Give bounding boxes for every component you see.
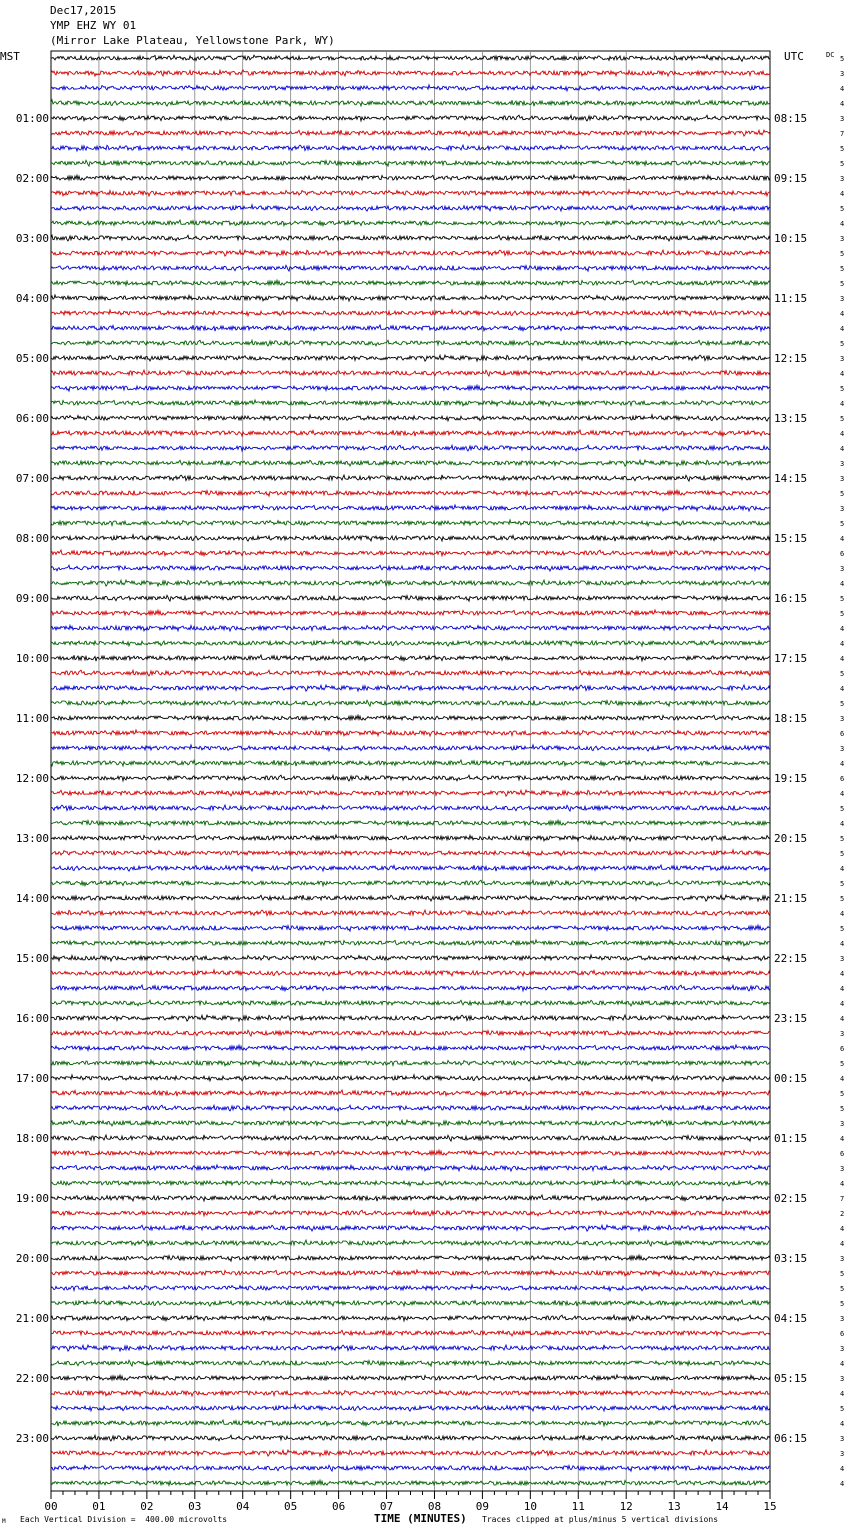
trace-60 (51, 940, 770, 946)
left-hour-label: 01:00 (15, 112, 49, 125)
right-hour-label: 04:15 (774, 1312, 808, 1325)
x-tick-label: 01 (92, 1500, 106, 1513)
right-hour-label: 17:15 (774, 652, 808, 665)
trace-27 (51, 445, 770, 451)
right-hour-label: 08:15 (774, 112, 808, 125)
trace-61 (51, 955, 770, 961)
dc-offset-value: 5 (840, 1060, 845, 1068)
dc-offset-value: 6 (840, 1330, 845, 1338)
dc-offset-value: 5 (840, 850, 845, 858)
dc-offset-value: 3 (840, 115, 845, 123)
dc-offset-value: 6 (840, 775, 845, 783)
dc-offset-value: 4 (840, 1480, 845, 1488)
dc-offset-value: 3 (840, 460, 845, 468)
left-hour-label: 19:00 (15, 1192, 49, 1205)
right-hour-label: 02:15 (774, 1192, 808, 1205)
trace-76 (51, 1180, 770, 1186)
trace-90 (51, 1390, 770, 1396)
dc-offset-value: 6 (840, 550, 845, 558)
trace-87 (51, 1345, 770, 1351)
dc-offset-value: 6 (840, 730, 845, 738)
trace-52 (51, 820, 770, 826)
trace-95 (51, 1465, 770, 1471)
scale-note: Each Vertical Division = 400.00 microvolts (20, 1515, 228, 1524)
trace-9 (51, 175, 770, 180)
x-tick-label: 00 (44, 1500, 58, 1513)
dc-offset-value: 4 (840, 400, 845, 408)
trace-48 (51, 760, 770, 766)
trace-80 (51, 1240, 770, 1246)
dc-offset-value: 3 (840, 505, 845, 513)
trace-73 (51, 1135, 770, 1141)
trace-45 (51, 715, 770, 720)
trace-82 (51, 1270, 770, 1276)
left-hour-label: 11:00 (15, 712, 49, 725)
dc-offset-value: 4 (840, 1225, 845, 1233)
dc-offset-value: 4 (840, 970, 845, 978)
dc-offset-value: 4 (840, 370, 845, 378)
trace-22 (51, 370, 770, 376)
dc-offset-value: 5 (840, 880, 845, 888)
left-hour-label: 15:00 (15, 952, 49, 965)
trace-38 (51, 610, 770, 615)
trace-30 (51, 490, 770, 496)
right-hour-label: 05:15 (774, 1372, 808, 1385)
trace-53 (51, 835, 770, 841)
dc-offset-value: 4 (840, 655, 845, 663)
dc-offset-value: 5 (840, 205, 845, 213)
trace-58 (51, 910, 770, 916)
dc-offset-value: 3 (840, 1030, 845, 1038)
left-hour-label: 21:00 (15, 1312, 49, 1325)
dc-offset-value: 4 (840, 325, 845, 333)
dc-offset-value: 4 (840, 685, 845, 693)
trace-19 (51, 325, 770, 331)
trace-2 (51, 70, 770, 76)
dc-offset-value: 5 (840, 415, 845, 423)
dc-offset-value: 4 (840, 760, 845, 768)
left-hour-label: 22:00 (15, 1372, 49, 1385)
right-timezone-label: UTC (784, 50, 804, 63)
x-tick-label: 02 (140, 1500, 154, 1513)
dc-offset-value: 5 (840, 520, 845, 528)
trace-23 (51, 385, 770, 391)
x-tick-label: 15 (763, 1500, 777, 1513)
left-hour-label: 05:00 (15, 352, 49, 365)
left-hour-label: 12:00 (15, 772, 49, 785)
dc-offset-value: 4 (840, 535, 845, 543)
dc-offset-value: 4 (840, 85, 845, 93)
dc-offset-value: 5 (840, 1270, 845, 1278)
trace-59 (51, 925, 770, 931)
dc-offset-value: 4 (840, 865, 845, 873)
dc-offset-value: 4 (840, 1135, 845, 1143)
trace-35 (51, 565, 770, 571)
trace-33 (51, 535, 770, 541)
dc-offset-value: 4 (840, 910, 845, 918)
dc-offset-value: 3 (840, 715, 845, 723)
dc-offset-value: 4 (840, 1360, 845, 1368)
dc-offset-value: 4 (840, 310, 845, 318)
dc-offset-value: 4 (840, 100, 845, 108)
dc-offset-value: 5 (840, 145, 845, 153)
trace-84 (51, 1300, 770, 1306)
trace-4 (51, 100, 770, 106)
trace-8 (51, 160, 770, 166)
dc-offset-value: 4 (840, 1465, 845, 1473)
dc-offset-value: 3 (840, 1450, 845, 1458)
dc-offset-value: 4 (840, 790, 845, 798)
dc-offset-value: 6 (840, 1045, 845, 1053)
trace-92 (51, 1420, 770, 1426)
left-hour-label: 03:00 (15, 232, 49, 245)
dc-offset-value: 4 (840, 940, 845, 948)
x-tick-label: 04 (236, 1500, 250, 1513)
dc-offset-value: 3 (840, 475, 845, 483)
dc-offset-value: 3 (840, 355, 845, 363)
dc-offset-value: 4 (840, 445, 845, 453)
left-hour-label: 08:00 (15, 532, 49, 545)
dc-offset-value: 4 (840, 640, 845, 648)
trace-74 (51, 1150, 770, 1155)
trace-77 (51, 1195, 770, 1201)
left-hour-label: 16:00 (15, 1012, 49, 1025)
left-hour-label: 20:00 (15, 1252, 49, 1265)
dc-offset-value: 3 (840, 955, 845, 963)
dc-offset-value: 5 (840, 670, 845, 678)
dc-offset-value: 3 (840, 1435, 845, 1443)
right-hour-label: 15:15 (774, 532, 808, 545)
left-hour-label: 04:00 (15, 292, 49, 305)
dc-offset-value: 4 (840, 625, 845, 633)
right-hour-label: 14:15 (774, 472, 808, 485)
trace-13 (51, 235, 770, 241)
trace-88 (51, 1360, 770, 1366)
right-hour-label: 23:15 (774, 1012, 808, 1025)
trace-34 (51, 550, 770, 556)
x-tick-label: 03 (188, 1500, 202, 1513)
trace-72 (51, 1120, 770, 1126)
right-hour-label: 13:15 (774, 412, 808, 425)
left-hour-label: 17:00 (15, 1072, 49, 1085)
trace-56 (51, 880, 770, 886)
left-hour-label: 07:00 (15, 472, 49, 485)
dc-offset-value: 4 (840, 1015, 845, 1023)
trace-75 (51, 1165, 770, 1171)
header-location: (Mirror Lake Plateau, Yellowstone Park, WY) (50, 34, 335, 47)
trace-10 (51, 190, 770, 196)
trace-25 (51, 415, 770, 421)
dc-offset-value: 5 (840, 160, 845, 168)
trace-1 (51, 55, 770, 61)
corner-mark: M (2, 1518, 6, 1525)
dc-offset-value: 5 (840, 490, 845, 498)
trace-78 (51, 1210, 770, 1216)
left-hour-label: 13:00 (15, 832, 49, 845)
dc-offset-value: 4 (840, 1075, 845, 1083)
trace-16 (51, 280, 770, 285)
trace-40 (51, 640, 770, 646)
trace-86 (51, 1330, 770, 1336)
x-tick-label: 14 (715, 1500, 729, 1513)
trace-50 (51, 790, 770, 796)
trace-12 (51, 220, 770, 226)
trace-55 (51, 865, 770, 871)
dc-offset-value: 5 (840, 1090, 845, 1098)
trace-11 (51, 205, 770, 211)
x-tick-label: 08 (427, 1500, 442, 1513)
right-hour-label: 22:15 (774, 952, 808, 965)
trace-66 (51, 1030, 770, 1036)
dc-offset-value: 3 (840, 1315, 845, 1323)
dc-offset-value: 3 (840, 175, 845, 183)
dc-offset-value: 3 (840, 1120, 845, 1128)
dc-offset-value: 3 (840, 295, 845, 303)
dc-offset-value: 3 (840, 1375, 845, 1383)
dc-offset-value: 7 (840, 130, 845, 138)
dc-offset-value: 5 (840, 385, 845, 393)
left-hour-label: 18:00 (15, 1132, 49, 1145)
trace-26 (51, 430, 770, 436)
x-tick-label: 12 (619, 1500, 633, 1513)
trace-24 (51, 400, 770, 406)
trace-36 (51, 580, 770, 586)
trace-51 (51, 805, 770, 811)
trace-64 (51, 1000, 770, 1006)
left-hour-label: 10:00 (15, 652, 49, 665)
trace-46 (51, 730, 770, 736)
dc-offset-value: 4 (840, 580, 845, 588)
dc-offset-value: 5 (840, 610, 845, 618)
dc-offset-value: 4 (840, 1000, 845, 1008)
dc-offset-value: 5 (840, 250, 845, 258)
trace-32 (51, 520, 770, 526)
trace-81 (51, 1255, 770, 1261)
trace-65 (51, 1015, 770, 1021)
trace-14 (51, 250, 770, 256)
dc-offset-value: 5 (840, 925, 845, 933)
trace-41 (51, 655, 770, 661)
left-hour-label: 14:00 (15, 892, 49, 905)
trace-57 (51, 895, 770, 901)
trace-6 (51, 130, 770, 136)
x-tick-label: 09 (475, 1500, 490, 1513)
right-hour-label: 12:15 (774, 352, 808, 365)
dc-offset-value: 5 (840, 340, 845, 348)
trace-91 (51, 1405, 770, 1411)
dc-offset-value: 3 (840, 1165, 845, 1173)
dc-offset-value: 4 (840, 1390, 845, 1398)
dc-offset-value: 4 (840, 1180, 845, 1188)
trace-28 (51, 460, 770, 466)
trace-5 (51, 115, 770, 121)
trace-47 (51, 745, 770, 751)
dc-offset-value: 5 (840, 280, 845, 288)
clip-note: Traces clipped at plus/minus 5 vertical divisions (482, 1515, 719, 1524)
trace-43 (51, 685, 770, 691)
trace-18 (51, 310, 770, 316)
trace-94 (51, 1450, 770, 1456)
right-hour-label: 16:15 (774, 592, 808, 605)
dc-offset-value: 5 (840, 895, 845, 903)
dc-offset-value: 5 (840, 805, 845, 813)
x-tick-label: 11 (571, 1500, 585, 1513)
dc-offset-value: 4 (840, 985, 845, 993)
right-hour-label: 11:15 (774, 292, 808, 305)
right-hour-label: 20:15 (774, 832, 808, 845)
trace-29 (51, 475, 770, 481)
right-hour-label: 06:15 (774, 1432, 808, 1445)
trace-39 (51, 625, 770, 631)
dc-offset-value: 5 (840, 1285, 845, 1293)
dc-offset-value: 4 (840, 190, 845, 198)
trace-68 (51, 1060, 770, 1066)
trace-20 (51, 340, 770, 346)
trace-44 (51, 700, 770, 706)
dc-offset-value: 5 (840, 55, 845, 63)
dc-offset-value: 4 (840, 1420, 845, 1428)
trace-67 (51, 1045, 770, 1051)
dc-offset-value: 2 (840, 1210, 845, 1218)
dc-offset-value: 5 (840, 835, 845, 843)
x-tick-label: 10 (523, 1500, 537, 1513)
x-tick-label: 06 (331, 1500, 346, 1513)
trace-70 (51, 1090, 770, 1096)
right-hour-label: 03:15 (774, 1252, 808, 1265)
dc-label: DC (826, 51, 835, 59)
dc-offset-value: 5 (840, 1105, 845, 1113)
right-hour-label: 10:15 (774, 232, 808, 245)
dc-offset-value: 3 (840, 565, 845, 573)
trace-85 (51, 1315, 770, 1321)
right-hour-label: 00:15 (774, 1072, 808, 1085)
trace-69 (51, 1075, 770, 1081)
header-station: YMP EHZ WY 01 (50, 19, 137, 32)
dc-offset-value: 5 (840, 595, 845, 603)
dc-offset-value: 3 (840, 745, 845, 753)
trace-96 (51, 1480, 770, 1485)
left-hour-label: 02:00 (15, 172, 49, 185)
dc-offset-value: 3 (840, 1255, 845, 1263)
left-hour-label: 23:00 (15, 1432, 49, 1445)
header-date: Dec17,2015 (50, 4, 117, 17)
trace-79 (51, 1225, 770, 1231)
dc-offset-value: 5 (840, 700, 845, 708)
right-hour-label: 19:15 (774, 772, 808, 785)
dc-offset-value: 3 (840, 70, 845, 78)
left-hour-label: 06:00 (15, 412, 49, 425)
left-timezone-label: MST (0, 50, 20, 63)
right-hour-label: 09:15 (774, 172, 808, 185)
trace-49 (51, 775, 770, 781)
dc-offset-value: 4 (840, 820, 845, 828)
trace-93 (51, 1435, 770, 1441)
dc-offset-value: 7 (840, 1195, 845, 1203)
dc-offset-value: 3 (840, 1345, 845, 1353)
right-hour-label: 21:15 (774, 892, 808, 905)
dc-offset-value: 5 (840, 265, 845, 273)
right-hour-label: 18:15 (774, 712, 808, 725)
x-tick-label: 05 (284, 1500, 298, 1513)
trace-71 (51, 1105, 770, 1111)
trace-7 (51, 145, 770, 151)
trace-83 (51, 1285, 770, 1291)
dc-offset-value: 3 (840, 235, 845, 243)
dc-offset-value: 6 (840, 1150, 845, 1158)
x-tick-label: 07 (379, 1500, 394, 1513)
trace-54 (51, 850, 770, 856)
trace-17 (51, 295, 770, 301)
trace-63 (51, 985, 770, 991)
dc-offset-value: 4 (840, 430, 845, 438)
trace-31 (51, 505, 770, 511)
dc-offset-value: 5 (840, 1300, 845, 1308)
dc-offset-value: 5 (840, 1405, 845, 1413)
x-tick-label: 13 (667, 1500, 681, 1513)
trace-37 (51, 595, 770, 601)
trace-3 (51, 85, 770, 91)
trace-42 (51, 670, 770, 676)
right-hour-label: 01:15 (774, 1132, 808, 1145)
trace-15 (51, 265, 770, 271)
trace-89 (51, 1375, 770, 1380)
dc-offset-value: 4 (840, 1240, 845, 1248)
trace-21 (51, 355, 770, 361)
left-hour-label: 09:00 (15, 592, 49, 605)
trace-62 (51, 970, 770, 976)
x-axis-title: TIME (MINUTES) (374, 1512, 467, 1525)
dc-offset-value: 4 (840, 220, 845, 228)
